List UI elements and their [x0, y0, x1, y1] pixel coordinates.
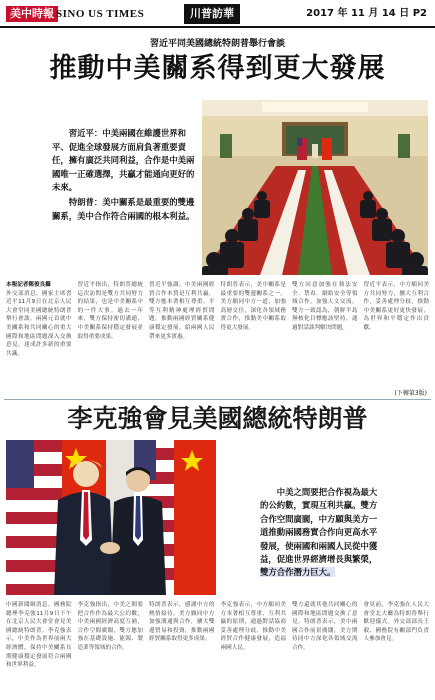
story2-headline: 李克強會見美國總統特朗普	[67, 404, 368, 433]
story2-summary-lead: 中美之間要把合作視為最大的公約數，實現互利共贏。雙方合作空間廣闊，中方願與美方一道推動兩國務實合作向更高水平發展，使兩國和兩國人民從中獲益，促進世界經濟增長與繁榮，	[260, 487, 378, 565]
story2-body	[6, 601, 429, 694]
photo-caption: 本報記者鄭俊良攝	[6, 282, 51, 288]
story2-column: 李克強表示，中方願同美方本著相互尊重、互利共贏的原則，通過對話協商妥善處理分歧，推動中美經貿合作健康發展，造福兩國人民。	[220, 602, 286, 651]
masthead	[0, 0, 435, 28]
story1-column: 習近平表示，中方願同美方共同努力，擴大互利合作，妥善處理分歧，推動中美關系更好更快發展，為世界和平穩定作出貢獻。	[363, 282, 429, 331]
story2-column: 雙方還就其他共同關心的國際和地區問題交換了意見。特朗普表示，美中兩國合作前景廣闊，美方期待同中方深化各領域交流合作。	[292, 602, 358, 651]
section-divider	[4, 399, 431, 400]
story1-summary-para: 習近平：中美兩國在維護世界和平、促進全球發展方面肩負著重要責任，擁有廣泛共同利益，合作是中美兩國唯一正確選擇，共贏才能通向更好的未來。	[52, 128, 195, 193]
paper-name: SINO US TIMES	[56, 8, 145, 20]
meeting-photo	[202, 100, 428, 275]
story1-column: 習近平指出，特朗普總統這次訪問是雙方共同努力的結果，也是中美關系中的一件大事。過去一年來，雙方保持密切溝通，中美關系保持穩定發展並取得重要成果。	[77, 282, 143, 340]
story1-column-text: 外交部消息。國家主席習近平11月9日在北京人民大會堂同美國總統特朗普舉行會談。兩國元首就中美關系和共同關心的重大國際和地區問題深入交換意見，達成許多新的重要共識。	[6, 290, 72, 357]
story1-column	[6, 281, 72, 397]
section-label: 川普訪華	[184, 4, 240, 24]
story2-summary-text	[260, 486, 382, 580]
story2-column: 李克強指出，中美之間要把合作作為最大公約數，中美兩國經濟高度互補，合作空間廣闊，雙方應加強在基礎設施、能源、製造業等領域的合作。	[77, 602, 143, 651]
story1-column: 特朗普表示，美中關系是最重要的雙邊關系之一。美方願同中方一道，加強高層交往，深化各領域務實合作，推動美中關系取得更大發展。	[220, 282, 286, 331]
story1-column: 雙方同意加強在執法安全、禁毒、網絡安全等領域合作，加強人文交流。雙方一致認為，朝鮮半島無核化目標應該堅持，通過對話談判解決問題。	[292, 282, 358, 331]
story2-column: 中國新聞網消息。國務院總理李克強11月9日下午在北京人民大會堂會見美國總統特朗普。李克強表示，中美作為世界前兩大經濟體，保持中美關系長期健康穩定發展符合兩國和世界利益。	[6, 602, 72, 669]
story1-summary-para: 特朗普：美中關系是最重要的雙邊關系，美中合作符合兩國的根本利益。	[52, 196, 195, 221]
story1-column: 習近平強調，中美兩國經貿合作本質是互利共贏，雙方應本著相互尊重、平等互利精神處理經貿問題，推動兩國經貿關系健康穩定發展，給兩國人民帶來更多實惠。	[149, 282, 215, 340]
story1-headline: 推動中美關系得到更大發展	[49, 53, 386, 84]
story2-column: 特朗普表示，感謝中方的熱情接待。美方願同中方加強溝通與合作，擴大雙邊貿易和投資，推動兩國經貿關系取得更多成果。	[149, 602, 215, 643]
handshake-photo	[6, 440, 216, 595]
story2-summary	[260, 486, 382, 580]
issue-date: 2017 年 11 月 14 日 P2	[306, 8, 427, 19]
story2-column: 會見前，李克強在人民大會堂北大廳為特朗普舉行歡迎儀式。外交部部長王毅、國務院有關部門負責人參加會見。	[363, 602, 429, 643]
story1-kicker: 習近平同美國總統特朗普舉行會談	[149, 39, 285, 49]
continued-notice: (下轉第3版)	[394, 390, 427, 397]
story1-summary	[52, 127, 196, 224]
newspaper-logo: 美中時報	[6, 6, 58, 22]
story1-body	[6, 281, 429, 397]
story2-summary-highlight: 雙方合作潛力巨大。	[260, 567, 336, 578]
